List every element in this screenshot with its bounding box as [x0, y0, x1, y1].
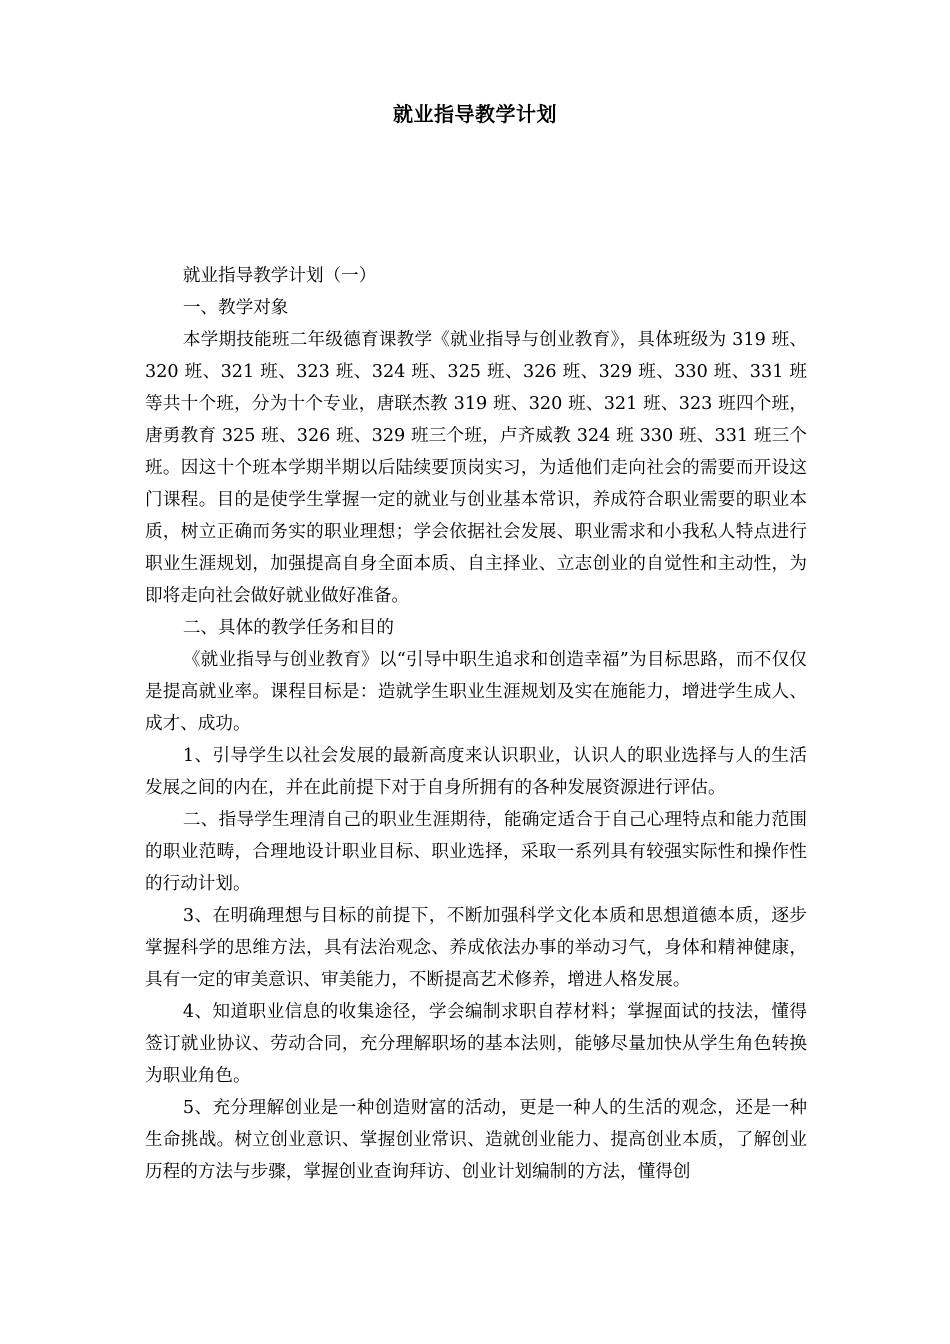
section-heading-teaching-target: 一、教学对象: [182, 298, 289, 318]
document-body: [145, 260, 807, 1188]
paragraph-item-3: 3、在明确理想与目标的前提下，不断加强科学文化本质和思想道德本质，逐步掌握科学的思维方法，具有法治观念、养成依法办事的举动习气，身体和精神健康，具有一定的审美意识、审美能力，不断提高艺术修养，增进人格发展。: [145, 906, 807, 990]
paragraph-teaching-target: 本学期技能班二年级德育课教学《就业指导与创业教育》，具体班级为 319 班、320 班、321 班、323 班、324 班、325 班、326 班、329 班、330 班、331 班等共十个班，分为十个专业，唐联杰教 319 班、320 班、321 班、323 班四个班，唐勇教育 325 班、326 班、329 班三个班，卢齐威教 324 班 330 班、331 班三个班。因这十个班本学期半期以后陆续要顶岗实习，为适他们走向社会的需要而开设这门课程。目的是使学生掌握一定的就业与创业基本常识，养成符合职业需要的职业本质，树立正确而务实的职业理想；学会依据社会发展、职业需求和小我私人特点进行职业生涯规划，加强提高自身全面本质、自主择业、立志创业的自觉性和主动性，为即将走向社会做好就业做好准备。: [145, 330, 807, 606]
paragraph-item-2: 二、指导学生理清自己的职业生涯期待，能确定适合于自己心理特点和能力范围的职业范畴，合理地设计职业目标、职业选择，采取一系列具有较强实际性和操作性的行动计划。: [145, 810, 807, 894]
section-heading-tasks-goals: 二、具体的教学任务和目的: [182, 618, 394, 638]
paragraph-course-goal: 《就业指导与创业教育》以“引导中职生追求和创造幸福”为目标思路，而不仅仅是提高就业率。课程目标是：造就学生职业生涯规划及实在施能力，增进学生成人、成才、成功。: [145, 650, 807, 734]
paragraph-item-1: 1、引导学生以社会发展的最新高度来认识职业，认识人的职业选择与人的生活发展之间的内在，并在此前提下对于自身所拥有的各种发展资源进行评估。: [145, 746, 807, 798]
paragraph-item-4: 4、知道职业信息的收集途径，学会编制求职自荐材料；掌握面试的技法，懂得签订就业协议、劳动合同，充分理解职场的基本法则，能够尽量加快从学生角色转换为职业角色。: [145, 1002, 807, 1086]
document-title: 就业指导教学计划: [393, 102, 557, 126]
subtitle-paragraph: 就业指导教学计划（一）: [182, 266, 377, 286]
paragraph-item-5: 5、充分理解创业是一种创造财富的活动，更是一种人的生活的观念，还是一种生命挑战。树立创业意识、掌握创业常识、造就创业能力、提高创业本质，了解创业历程的方法与步骤，掌握创业查询拜访、创业计划编制的方法，懂得创: [145, 1098, 807, 1182]
